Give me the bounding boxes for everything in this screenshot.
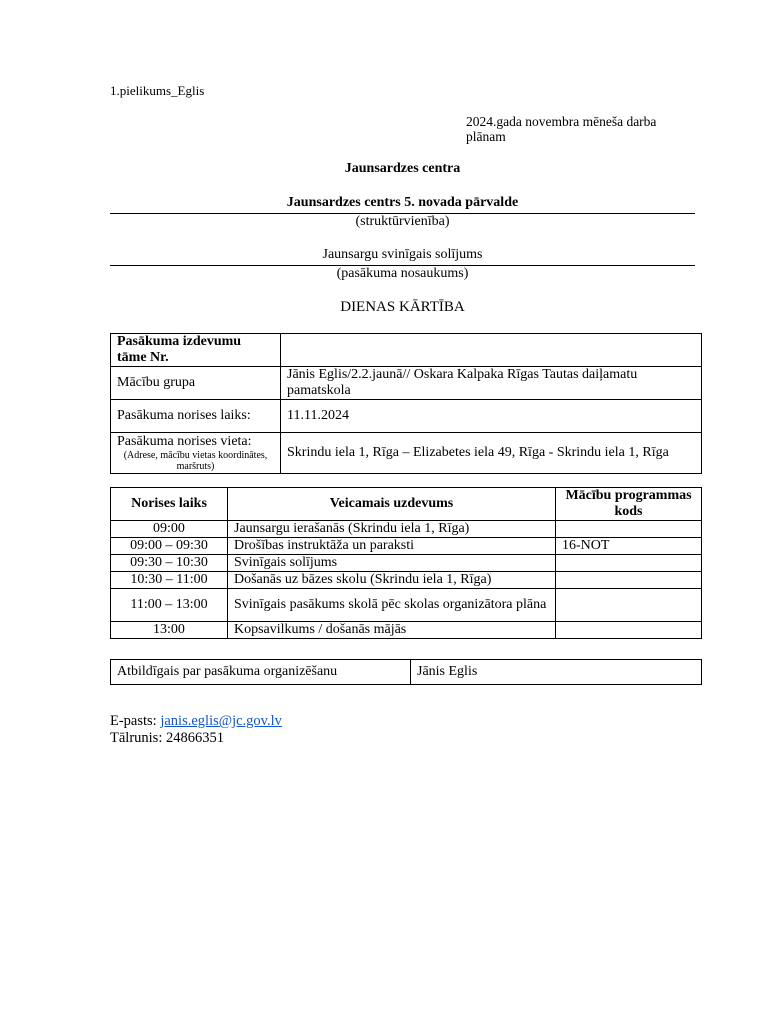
table-row bbox=[111, 538, 702, 555]
table-row bbox=[111, 660, 702, 685]
annex-label: 1.pielikums_Eglis bbox=[110, 83, 205, 98]
time-cell: 09:00 – 09:30 bbox=[111, 538, 228, 555]
code-cell bbox=[556, 589, 702, 622]
info-label-cell bbox=[111, 433, 281, 474]
contact-block bbox=[110, 713, 282, 747]
table-row bbox=[111, 622, 702, 639]
task-cell: Kopsavilkums / došanās mājās bbox=[228, 622, 556, 639]
info-label: Pasākuma norises vieta: bbox=[117, 434, 252, 449]
code-cell bbox=[556, 555, 702, 572]
table-row bbox=[111, 334, 702, 367]
phone-label: Tālrunis: bbox=[110, 730, 163, 746]
responsible-name: Jānis Eglis bbox=[411, 660, 702, 685]
info-value: Skrindu iela 1, Rīga – Elizabetes iela 49, Rīga - Skrindu iela 1, Rīga bbox=[281, 433, 702, 474]
center-title: Jaunsardzes centra bbox=[344, 161, 461, 176]
column-header: Norises laiks bbox=[111, 488, 228, 521]
column-header: Mācību programmas kods bbox=[556, 488, 702, 521]
phone-number: 24866351 bbox=[165, 730, 224, 746]
table-header-row bbox=[111, 488, 702, 521]
department-caption: (struktūrvienība) bbox=[355, 214, 450, 229]
code-cell bbox=[556, 572, 702, 589]
agenda-title: DIENAS KĀRTĪBA bbox=[340, 299, 465, 315]
event-name: Jaunsargu svinīgais solījums bbox=[322, 247, 483, 262]
time-cell: 09:00 bbox=[111, 521, 228, 538]
info-label: Pasākuma izdevumu tāme Nr. bbox=[111, 334, 281, 367]
task-cell: Došanās uz bāzes skolu (Skrindu iela 1, Rīga) bbox=[228, 572, 556, 589]
task-cell: Svinīgais solījums bbox=[228, 555, 556, 572]
info-value: 11.11.2024 bbox=[281, 400, 702, 433]
department-name: Jaunsardzes centrs 5. novada pārvalde bbox=[286, 195, 519, 210]
event-caption: (pasākuma nosaukums) bbox=[336, 266, 469, 281]
time-cell: 10:30 – 11:00 bbox=[111, 572, 228, 589]
info-value bbox=[281, 334, 702, 367]
time-cell: 13:00 bbox=[111, 622, 228, 639]
task-cell: Drošības instruktāža un paraksti bbox=[228, 538, 556, 555]
email-label: E-pasts: bbox=[110, 713, 157, 729]
time-cell: 11:00 – 13:00 bbox=[111, 589, 228, 622]
info-value: Jānis Eglis/2.2.jaunā// Oskara Kalpaka Rīgas Tautas daiļamatu pamatskola bbox=[281, 367, 702, 400]
info-label: Mācību grupa bbox=[111, 367, 281, 400]
time-cell: 09:30 – 10:30 bbox=[111, 555, 228, 572]
table-row bbox=[111, 367, 702, 400]
task-cell: Jaunsargu ierašanās (Skrindu iela 1, Rīga) bbox=[228, 521, 556, 538]
email-link[interactable]: janis.eglis@jc.gov.lv bbox=[160, 713, 282, 729]
code-cell: 16-NOT bbox=[556, 538, 702, 555]
table-row bbox=[111, 433, 702, 474]
table-row bbox=[111, 572, 702, 589]
info-sublabel: (Adrese, mācību vietas koordinātes, maršruts) bbox=[123, 450, 268, 472]
schedule-table bbox=[110, 487, 702, 639]
table-row bbox=[111, 555, 702, 572]
code-cell bbox=[556, 521, 702, 538]
column-header: Veicamais uzdevums bbox=[228, 488, 556, 521]
code-cell bbox=[556, 622, 702, 639]
table-row bbox=[111, 521, 702, 538]
table-row bbox=[111, 400, 702, 433]
task-cell: Svinīgais pasākums skolā pēc skolas organizātora plāna bbox=[228, 589, 556, 622]
plan-note: 2024.gada novembra mēneša darba plānam bbox=[466, 114, 657, 144]
responsible-table bbox=[110, 659, 702, 685]
email-line bbox=[110, 713, 282, 730]
table-row bbox=[111, 589, 702, 622]
info-label: Pasākuma norises laiks: bbox=[111, 400, 281, 433]
responsible-label: Atbildīgais par pasākuma organizēšanu bbox=[111, 660, 411, 685]
phone-line bbox=[110, 730, 282, 747]
event-info-table bbox=[110, 333, 702, 474]
